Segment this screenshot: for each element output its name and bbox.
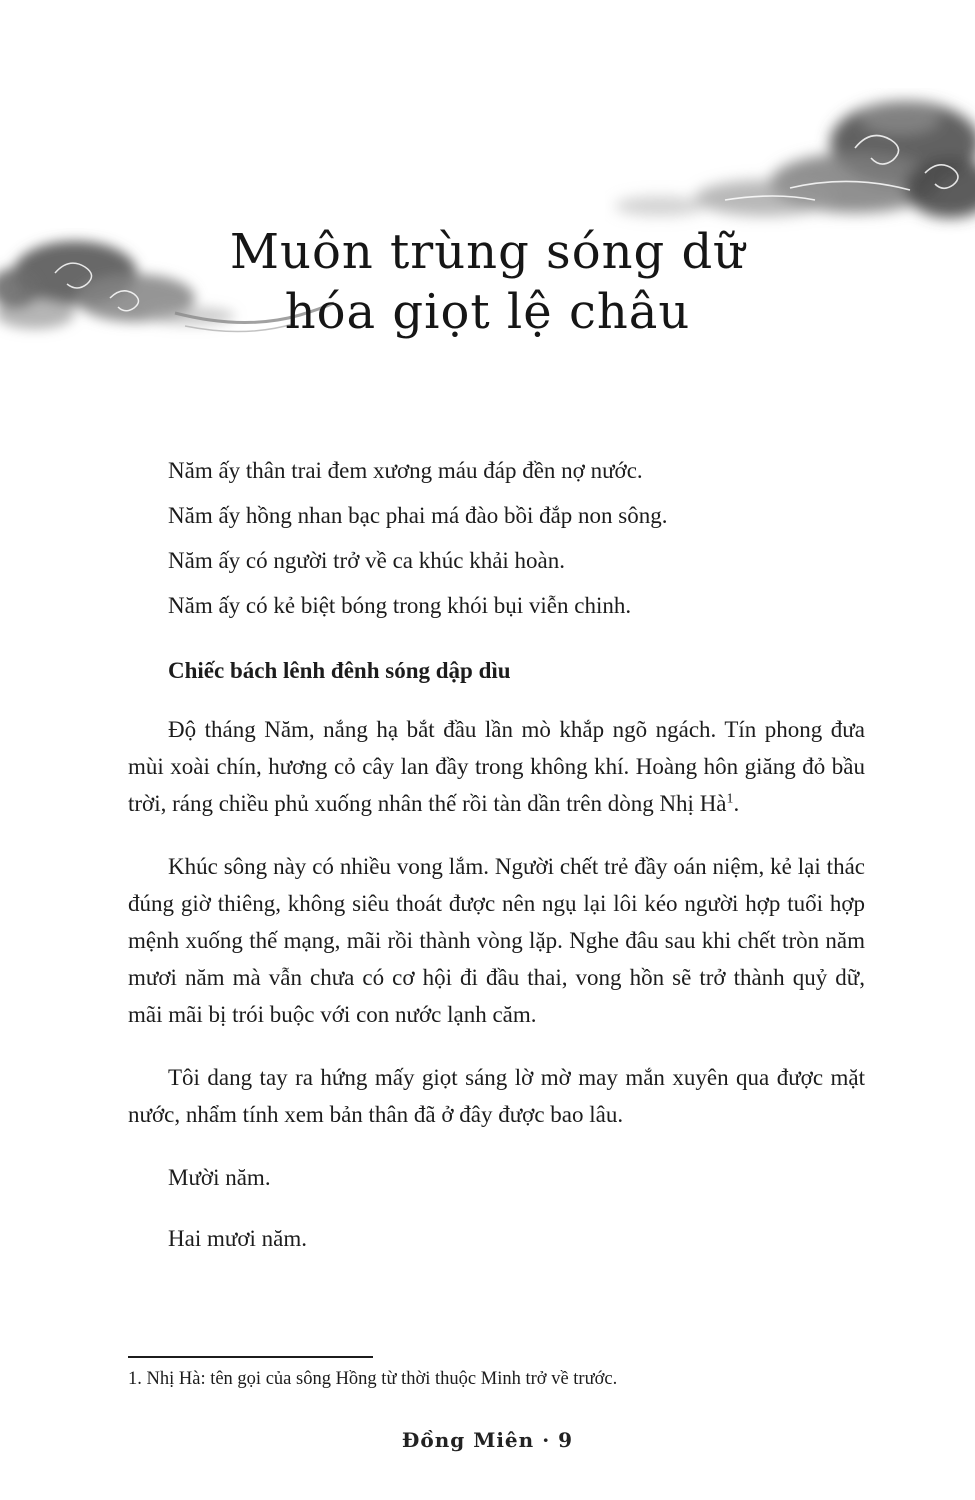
page-footer: [0, 1428, 975, 1452]
paragraph-short-1: Mười năm.: [168, 1165, 271, 1190]
chapter-title-line1: Muôn trùng sóng dữ: [229, 224, 746, 280]
paragraph-1-text: Độ tháng Năm, nắng hạ bắt đầu lần mò khắp ngõ ngách. Tín phong đưa mùi xoài chín, hương cỏ cây lan đầy trong không khí. Hoàng hôn giăng đỏ bầu trời, ráng chiều phủ xuống nhân thế rồi tàn dần trên dòng Nhị Hà: [128, 717, 865, 816]
chapter-body: [128, 452, 865, 1281]
footnote-reference: 1: [726, 790, 734, 806]
epigraph-line: Năm ấy có người trở về ca khúc khải hoàn.: [168, 548, 565, 573]
epigraph-line: Năm ấy hồng nhan bạc phai má đào bồi đắp non sông.: [168, 503, 668, 528]
epigraph: [128, 452, 865, 624]
footnote-divider: [128, 1356, 373, 1358]
chapter-title-line2: hóa giọt lệ châu: [284, 284, 691, 340]
footer-book-title: Đồng Miên: [401, 1428, 535, 1452]
chapter-title: [0, 222, 975, 342]
footnote-text: 1. Nhị Hà: tên gọi của sông Hồng từ thời thuộc Minh trở về trước.: [128, 1369, 618, 1389]
paragraph-3: Tôi dang tay ra hứng mấy giọt sáng lờ mờ may mắn xuyên qua được mặt nước, nhẩm tính xem bản thân đã ở đây được bao lâu.: [128, 1065, 865, 1127]
footer-page-number: 9: [558, 1428, 574, 1452]
paragraph-short-2: Hai mươi năm.: [168, 1226, 307, 1251]
paragraph-1: [128, 711, 865, 822]
epigraph-line: Năm ấy thân trai đem xương máu đáp đền nợ nước.: [168, 458, 643, 483]
footer-separator: ·: [542, 1428, 551, 1452]
paragraph-2: Khúc sông này có nhiều vong lắm. Người chết trẻ đầy oán niệm, kẻ lại thác đúng giờ thiêng, không siêu thoát được nên ngụ lại lôi kéo người hợp tuổi hợp mệnh xuống thế mạng, mãi rồi thành vòng lặp. Nghe đâu sau khi chết tròn năm mươi năm mà vẫn chưa có cơ hội đi đầu thai, vong hồn sẽ trở thành quỷ dữ, mãi mãi bị trói buộc với con nước lạnh căm.: [128, 854, 865, 1027]
section-heading: Chiếc bách lênh đênh sóng dập dìu: [168, 658, 511, 683]
epigraph-line: Năm ấy có kẻ biệt bóng trong khói bụi viễn chinh.: [168, 593, 632, 618]
paragraph-1-end: .: [733, 791, 740, 816]
